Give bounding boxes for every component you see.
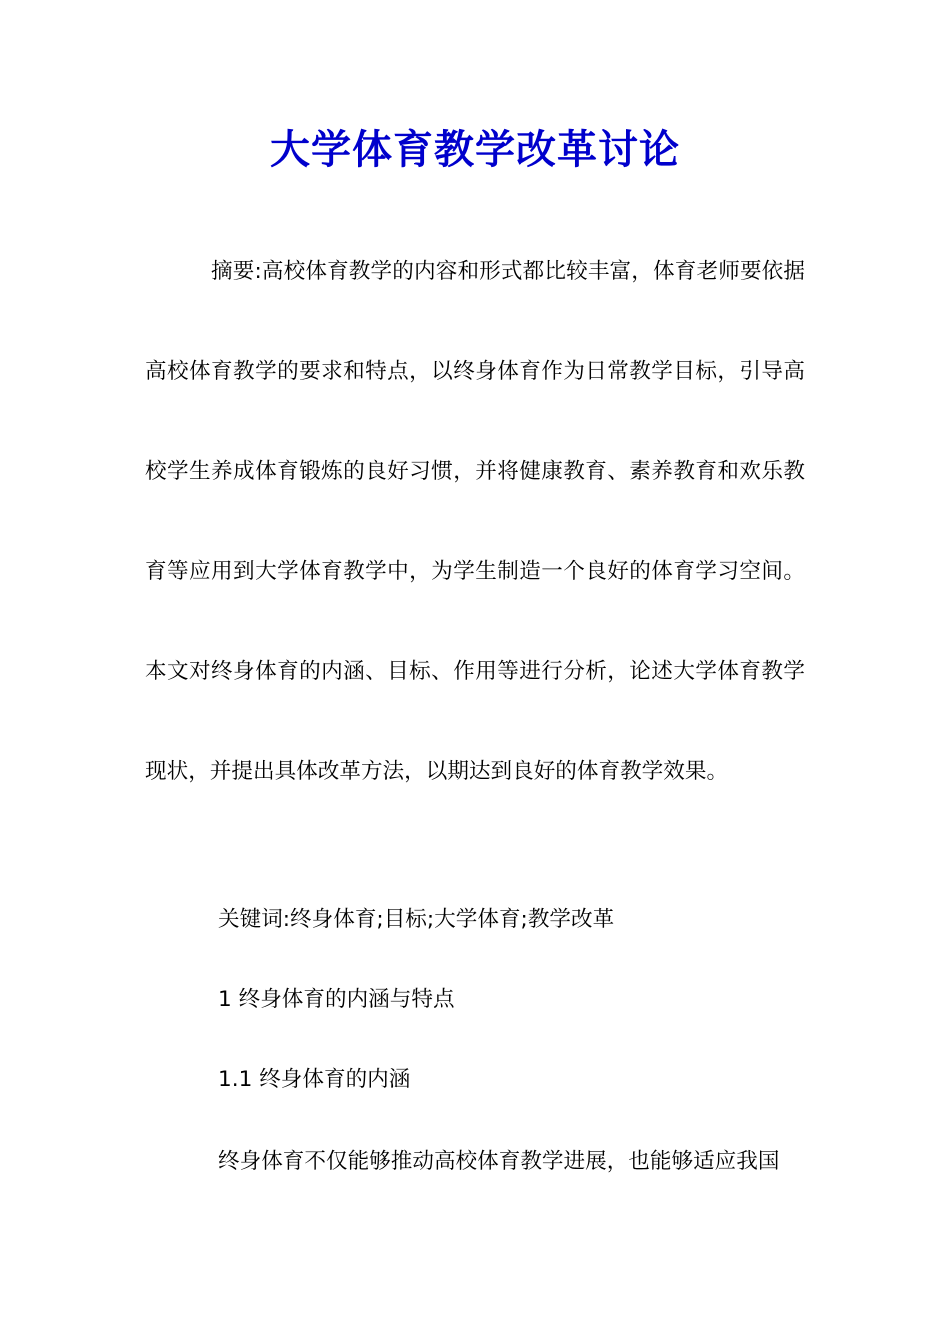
keywords-line: 关键词:终身体育;目标;大学体育;教学改革 bbox=[218, 907, 615, 932]
abstract-paragraph: 摘要:高校体育教学的内容和形式都比较丰富，体育老师要依据高校体育教学的要求和特点，以终身体育作为日常教学目标，引导高校学生养成体育锻炼的良好习惯，并将健康教育、素养教育和欢乐教育等应用到大学体育教学中，为学生制造一个良好的体育学习空间。本文对终身体育的内涵、目标、作用等进行分析，论述大学体育教学现状，并提出具体改革方法，以期达到良好的体育教学效果。 bbox=[145, 259, 805, 784]
document-title: 大学体育教学改革讨论 bbox=[270, 126, 680, 173]
section-1-1-heading: 1.1 终身体育的内涵 bbox=[218, 1067, 411, 1092]
body-paragraph: 终身体育不仅能够推动高校体育教学进展，也能够适应我国 bbox=[218, 1149, 780, 1174]
section-1-heading: 1 终身体育的内涵与特点 bbox=[218, 987, 455, 1012]
